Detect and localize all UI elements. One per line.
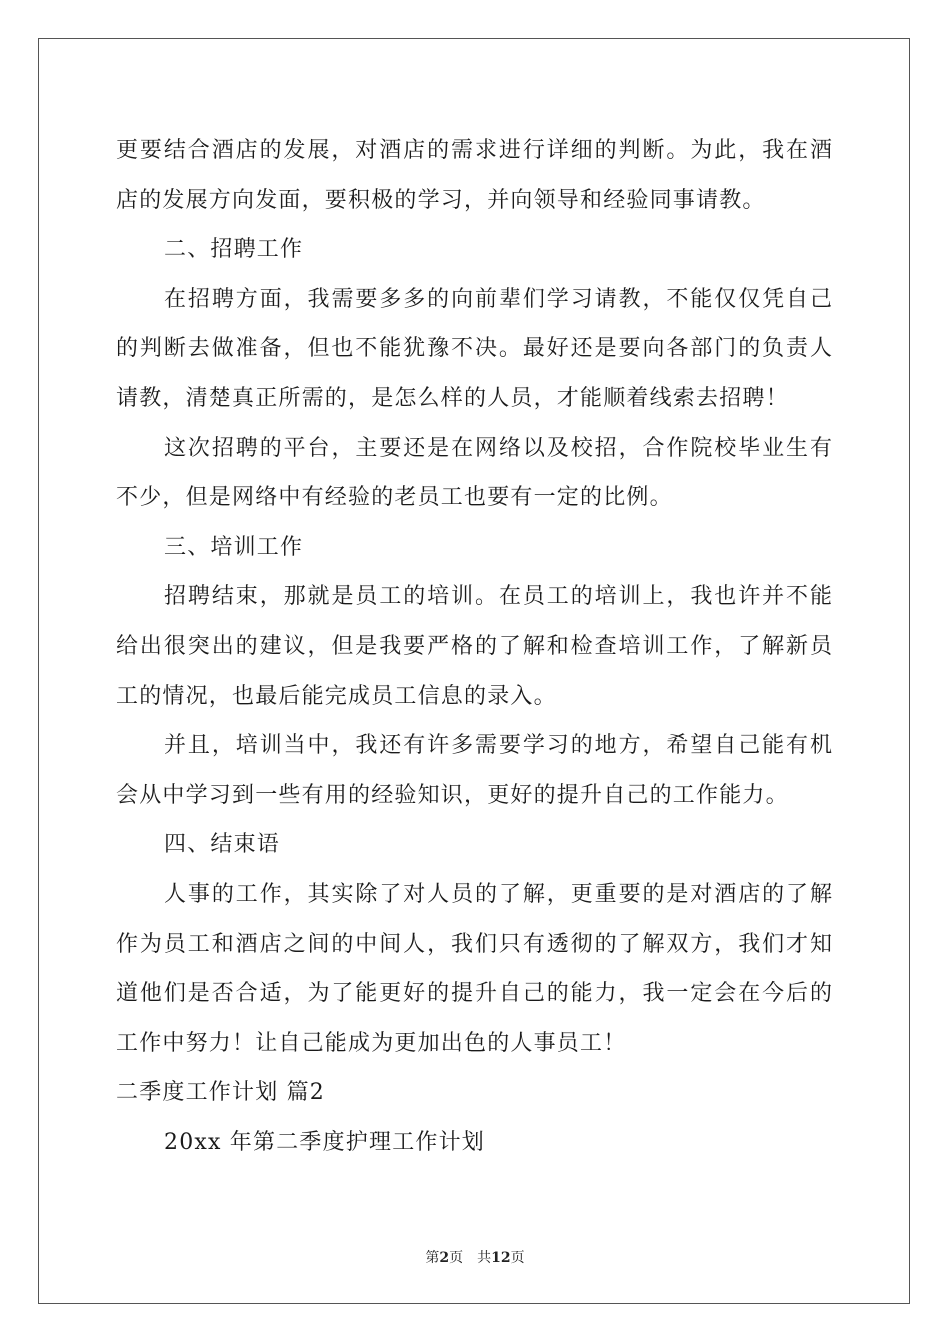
document-body — [116, 126, 832, 1167]
paragraph-line: 会从中学习到一些有用的经验知识，更好的提升自己的工作能力。 — [116, 782, 789, 808]
section-heading-training: 三、培训工作 — [164, 534, 304, 560]
paragraph-line: 道他们是否合适，为了能更好的提升自己的能力，我一定会在今后的 — [116, 981, 832, 1007]
page-footer — [0, 1247, 950, 1267]
plan-title: 二季度工作计划 篇2 — [116, 1080, 325, 1106]
paragraph-line: 在招聘方面，我需要多多的向前辈们学习请教，不能仅仅凭自己 — [164, 286, 832, 312]
section-heading-recruitment: 二、招聘工作 — [164, 237, 304, 263]
paragraph-line: 并且，培训当中，我还有许多需要学习的地方，希望自己能有机 — [164, 733, 832, 759]
section-heading-conclusion: 四、结束语 — [164, 832, 281, 858]
paragraph-line: 人事的工作，其实除了对人员的了解，更重要的是对酒店的了解 — [164, 881, 832, 907]
paragraph-line: 工的情况，也最后能完成员工信息的录入。 — [116, 683, 557, 709]
paragraph-line: 作为员工和酒店之间的中间人，我们只有透彻的了解双方，我们才知 — [116, 931, 832, 957]
current-page-number: 2 — [439, 1250, 450, 1266]
paragraph-line: 店的发展方向发面，要积极的学习，并向领导和经验同事请教。 — [116, 187, 766, 213]
page-suffix: 页 — [449, 1250, 464, 1266]
total-suffix: 页 — [510, 1250, 525, 1266]
paragraph-line: 工作中努力！让自己能成为更加出色的人事员工！ — [116, 1030, 627, 1056]
page-prefix: 第 — [425, 1250, 440, 1266]
paragraph-line: 给出很突出的建议，但是我要严格的了解和检查培训工作，了解新员 — [116, 633, 832, 659]
paragraph-line: 招聘结束，那就是员工的培训。在员工的培训上，我也许并不能 — [164, 584, 832, 610]
paragraph-line: 更要结合酒店的发展，对酒店的需求进行详细的判断。为此，我在酒 — [116, 138, 832, 163]
total-prefix: 共 — [477, 1250, 492, 1266]
plan-subtitle: 20xx 年第二季度护理工作计划 — [164, 1129, 486, 1155]
paragraph-line: 这次招聘的平台，主要还是在网络以及校招，合作院校毕业生有 — [164, 435, 832, 461]
total-page-count: 12 — [491, 1250, 511, 1266]
paragraph-line: 请教，清楚真正所需的，是怎么样的人员，才能顺着线索去招聘！ — [116, 385, 789, 411]
paragraph-line: 不少，但是网络中有经验的老员工也要有一定的比例。 — [116, 485, 673, 511]
paragraph-line: 的判断去做准备，但也不能犹豫不决。最好还是要向各部门的负责人 — [116, 336, 832, 362]
